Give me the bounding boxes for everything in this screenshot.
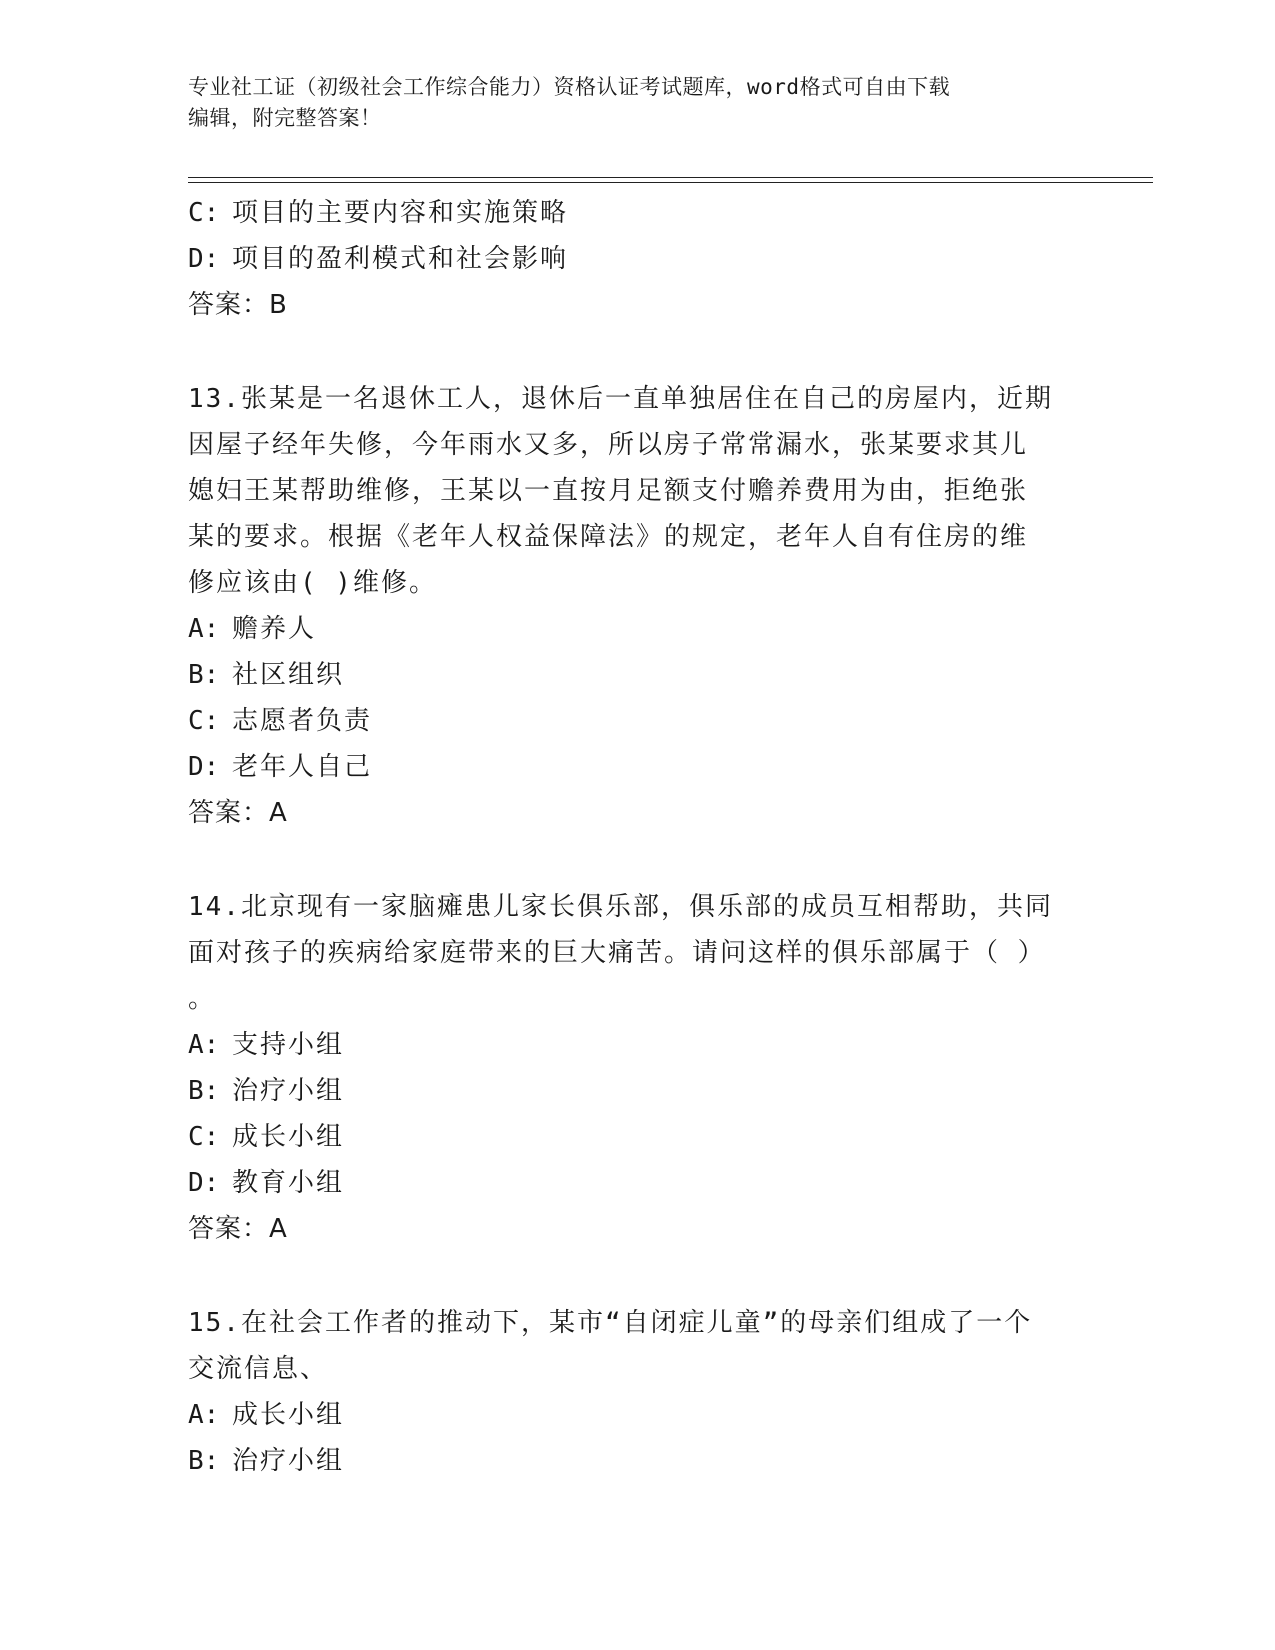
stem-line: 13.张某是一名退休工人，退休后一直单独居住在自己的房屋内，近期: [188, 384, 1053, 414]
stem-line: 15.在社会工作者的推动下，某市“自闭症儿童”的母亲们组成了一个: [188, 1308, 1033, 1338]
question-13: [188, 376, 1078, 836]
option-letter: B:: [188, 660, 220, 690]
header-line-1: 专业社工证（初级社会工作综合能力）资格认证考试题库，word格式可自由下载: [188, 75, 951, 99]
option-text: 成长小组: [232, 1400, 345, 1430]
header-rule-top: [188, 177, 1153, 178]
page-header: [188, 72, 1088, 134]
option-c: [188, 1114, 1078, 1160]
answer-line: 答案：A: [188, 798, 288, 828]
option-c: [188, 698, 1078, 744]
option-text: 治疗小组: [232, 1076, 345, 1106]
stem-line: 某的要求。根据《老年人权益保障法》的规定，老年人自有住房的维: [188, 522, 1029, 552]
option-a: [188, 1022, 1078, 1068]
option-b: [188, 1068, 1078, 1114]
option-text: 成长小组: [232, 1122, 345, 1152]
option-a: [188, 606, 1078, 652]
option-c: [188, 190, 1078, 236]
document-body: [188, 190, 1078, 1484]
option-text: 支持小组: [232, 1030, 345, 1060]
option-text: 社区组织: [232, 660, 345, 690]
stem-line: 修应该由( )维修。: [188, 568, 437, 598]
header-rule-bottom: [188, 182, 1153, 183]
question-15: [188, 1300, 1078, 1484]
option-letter: A:: [188, 1030, 220, 1060]
option-b: [188, 652, 1078, 698]
option-letter: C:: [188, 1122, 220, 1152]
option-text: 教育小组: [232, 1168, 345, 1198]
option-letter: B:: [188, 1076, 220, 1106]
option-letter: D:: [188, 244, 220, 274]
question-12-tail: [188, 190, 1078, 328]
option-b: [188, 1438, 1078, 1484]
option-letter: A:: [188, 614, 220, 644]
option-text: 项目的主要内容和实施策略: [232, 198, 569, 228]
question-stem: [188, 884, 1078, 1022]
answer-line: 答案：B: [188, 290, 288, 320]
question-stem: [188, 1300, 1078, 1392]
stem-line: 因屋子经年失修，今年雨水又多，所以房子常常漏水，张某要求其儿: [188, 430, 1029, 460]
option-letter: D:: [188, 1168, 220, 1198]
option-a: [188, 1392, 1078, 1438]
option-text: 志愿者负责: [232, 706, 373, 736]
stem-line: 交流信息、: [188, 1354, 329, 1384]
option-d: [188, 1160, 1078, 1206]
option-text: 治疗小组: [232, 1446, 345, 1476]
stem-line: 面对孩子的疾病给家庭带来的巨大痛苦。请问这样的俱乐部属于（ ）: [188, 938, 1046, 968]
option-letter: D:: [188, 752, 220, 782]
option-letter: C:: [188, 198, 220, 228]
option-text: 老年人自己: [232, 752, 373, 782]
option-letter: B:: [188, 1446, 220, 1476]
option-d: [188, 744, 1078, 790]
answer-line: 答案：A: [188, 1214, 288, 1244]
option-text: 项目的盈利模式和社会影响: [232, 244, 569, 274]
option-letter: A:: [188, 1400, 220, 1430]
question-14: [188, 884, 1078, 1252]
question-stem: [188, 376, 1078, 606]
option-letter: C:: [188, 706, 220, 736]
header-line-2: 编辑，附完整答案！: [188, 106, 382, 130]
stem-line: 媳妇王某帮助维修，王某以一直按月足额支付赡养费用为由，拒绝张: [188, 476, 1029, 506]
stem-line: 。: [188, 984, 217, 1014]
stem-line: 14.北京现有一家脑瘫患儿家长俱乐部，俱乐部的成员互相帮助，共同: [188, 892, 1053, 922]
option-d: [188, 236, 1078, 282]
option-text: 赡养人: [232, 614, 317, 644]
